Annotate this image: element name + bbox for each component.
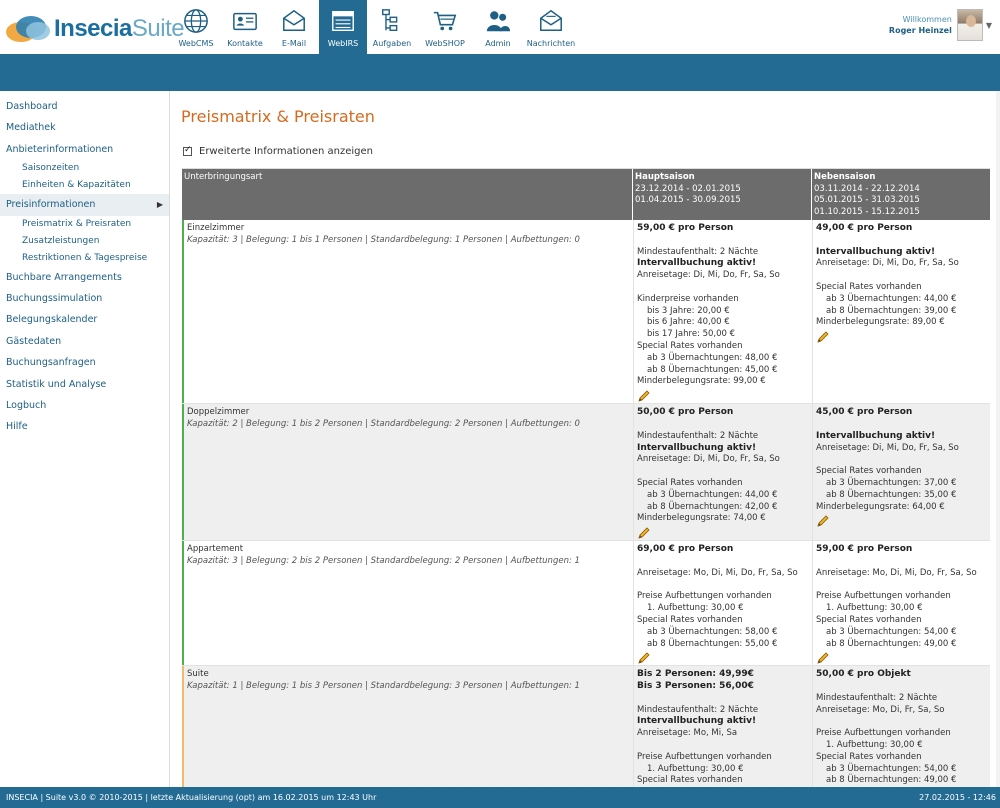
price-detail: ab 3 Übernachtungen: 44,00 € [647, 489, 778, 500]
nebensaison-cell [812, 404, 990, 540]
price-detail: Special Rates vorhanden [637, 775, 743, 786]
hauptsaison-cell [633, 666, 812, 787]
hauptsaison-cell [633, 404, 812, 540]
price-detail: Special Rates vorhanden [637, 477, 743, 488]
nebensaison-cell [812, 541, 990, 665]
nav-label: Nachrichten [526, 39, 576, 48]
logo[interactable] [6, 12, 184, 46]
spacer [816, 556, 987, 568]
spacer [637, 556, 809, 568]
main-nav [172, 0, 580, 54]
hauptsaison-cell [633, 541, 812, 665]
price-detail: ab 8 Übernachtungen: 35,00 € [826, 489, 957, 500]
nav-label: E-Mail [281, 39, 307, 48]
spacer [637, 235, 809, 247]
price-detail: Intervallbuchung aktiv! [816, 246, 936, 257]
price-detail: Mindestaufenthalt: 2 Nächte [816, 692, 938, 703]
spacer [816, 580, 987, 592]
price-detail: ab 3 Übernachtungen: 54,00 € [826, 626, 957, 637]
price-detail: ab 8 Übernachtungen: 49,00 € [826, 638, 957, 649]
pencil-icon[interactable] [637, 389, 651, 403]
price-detail: 1. Aufbettung: 30,00 € [826, 740, 923, 751]
price-detail: Preise Aufbettungen vorhanden [637, 591, 772, 602]
table-body [182, 220, 990, 787]
price-detail: Mindestaufenthalt: 2 Nächte [637, 704, 759, 715]
price-detail: ab 8 Übernachtungen: 45,00 € [647, 364, 778, 375]
sidebar-subitem-saisonzeiten[interactable]: Saisonzeiten [22, 163, 80, 174]
price-detail: ab 3 Übernachtungen: 44,00 € [826, 293, 957, 304]
spacer [637, 740, 809, 752]
price-detail: Anreisetage: Di, Mi, Do, Fr, Sa, So [637, 270, 780, 281]
avatar [957, 9, 983, 41]
table-row [182, 541, 990, 666]
hauptsaison-cell [633, 220, 812, 403]
nebensaison-cell [812, 666, 990, 787]
logo-mark-icon [6, 14, 52, 44]
sidebar-item-gaestedaten[interactable]: Gästedaten [6, 335, 62, 347]
pencil-icon[interactable] [637, 651, 651, 665]
extended-info-label: Erweiterte Informationen anzeigen [199, 146, 374, 157]
nav-webcms[interactable] [172, 0, 220, 54]
season-name: Nebensaison [814, 172, 876, 182]
price-detail: Intervallbuchung aktiv! [637, 442, 757, 453]
room-name[interactable]: Einzelzimmer [187, 223, 245, 233]
extended-info-toggle[interactable] [183, 146, 373, 157]
envelope-icon [280, 8, 308, 34]
nav-label: Kontakte [227, 39, 263, 48]
price-detail: Minderbelegungsrate: 89,00 € [816, 317, 945, 328]
spacer [637, 580, 809, 592]
season-date: 01.10.2015 - 15.12.2015 [814, 206, 920, 217]
sidebar-item-buchungssimulation[interactable]: Buchungssimulation [6, 292, 103, 304]
price-detail: Anreisetage: Mo, Di, Mi, Do, Fr, Sa, So [816, 567, 977, 578]
column-header-hauptsaison [633, 169, 812, 220]
price-detail: Anreisetage: Mo, Di, Fr, Sa, So [816, 704, 945, 715]
price-detail: 1. Aufbettung: 30,00 € [647, 763, 744, 774]
sidebar-subitem-preismatrix[interactable]: Preismatrix & Preisraten [22, 218, 132, 229]
price-value: Bis 2 Personen: 49,99€ [637, 669, 754, 680]
price-detail: ab 3 Übernachtungen: 48,00 € [647, 352, 778, 363]
price-detail: Special Rates vorhanden [816, 281, 922, 292]
nav-admin[interactable] [474, 0, 522, 54]
price-detail: Minderbelegungsrate: 99,00 € [637, 376, 766, 387]
price-detail: ab 3 Übernachtungen: 37,00 € [826, 477, 957, 488]
sidebar-subitem-einheiten[interactable]: Einheiten & Kapazitäten [22, 180, 131, 191]
scrollbar[interactable] [996, 91, 1000, 787]
room-type-cell [182, 541, 633, 665]
price-detail: Preise Aufbettungen vorhanden [637, 751, 772, 762]
price-detail: Special Rates vorhanden [816, 751, 922, 762]
price-matrix-table [182, 168, 990, 787]
season-date: 05.01.2015 - 31.03.2015 [814, 195, 920, 205]
pencil-icon[interactable] [816, 330, 830, 344]
sidebar-item-dashboard[interactable]: Dashboard [6, 101, 58, 112]
sidebar-item-logbuch[interactable]: Logbuch [6, 399, 47, 411]
price-detail: bis 6 Jahre: 40,00 € [647, 317, 730, 328]
sidebar-item-belegungskalender[interactable]: Belegungskalender [6, 314, 98, 326]
room-type-cell [182, 404, 633, 540]
price-detail: Mindestaufenthalt: 2 Nächte [637, 246, 759, 257]
sidebar-item-anbieterinformationen[interactable]: Anbieterinformationen [6, 143, 114, 155]
sidebar-item-hilfe[interactable]: Hilfe [6, 421, 28, 433]
price-detail: Intervallbuchung aktiv! [637, 716, 757, 727]
chevron-down-icon[interactable]: ▼ [985, 20, 992, 30]
column-header-unterbringungsart: Unterbringungsart [182, 169, 633, 220]
price-detail: Anreisetage: Mo, Di, Mi, Do, Fr, Sa, So [637, 567, 798, 578]
season-date: 03.11.2014 - 22.12.2014 [814, 183, 920, 194]
extended-info-checkbox[interactable] [183, 147, 192, 156]
table-row [182, 404, 990, 541]
room-type-cell [182, 220, 633, 403]
footer [0, 787, 1000, 808]
spacer [816, 419, 987, 431]
nebensaison-cell [812, 220, 990, 403]
room-description: Kapazität: 3 | Belegung: 1 bis 1 Personen | Standardbelegung: 1 Personen | Aufbettungen: 0 [187, 234, 580, 245]
price-value: 59,00 € pro Person [637, 223, 734, 233]
price-detail: Mindestaufenthalt: 2 Nächte [637, 430, 759, 441]
price-detail: Preise Aufbettungen vorhanden [816, 728, 951, 739]
price-detail: Special Rates vorhanden [816, 614, 922, 625]
price-value: 59,00 € pro Person [816, 544, 913, 555]
sidebar-item-statistik[interactable]: Statistik und Analyse [6, 378, 107, 390]
sidebar-item-preisinformationen[interactable] [0, 194, 169, 215]
sidebar-item-mediathek[interactable]: Mediathek [6, 122, 56, 134]
price-detail: bis 3 Jahre: 20,00 € [647, 305, 730, 316]
price-value: Bis 3 Personen: 56,00€ [637, 681, 754, 692]
price-detail: 1. Aufbettung: 30,00 € [647, 603, 744, 614]
spacer [637, 282, 809, 294]
price-value: 69,00 € pro Person [637, 544, 734, 555]
price-detail: bis 17 Jahre: 50,00 € [647, 329, 736, 340]
nav-label: WebSHOP [425, 39, 465, 48]
price-detail: ab 8 Übernachtungen: 39,00 € [826, 305, 957, 316]
nav-label: Admin [485, 39, 511, 48]
sidebar-item-buchungsanfragen[interactable]: Buchungsanfragen [6, 357, 96, 369]
room-description: Kapazität: 1 | Belegung: 1 bis 3 Personen | Standardbelegung: 3 Personen | Aufbettungen: 1 [187, 681, 580, 692]
price-detail: Kinderpreise vorhanden [637, 293, 739, 304]
sidebar [0, 91, 170, 787]
price-value: 49,00 € pro Person [816, 223, 913, 233]
nav-label: Aufgaben [372, 39, 412, 48]
column-header-nebensaison [812, 169, 990, 220]
spacer [637, 466, 809, 478]
globe-icon [182, 8, 210, 34]
page-title: Preismatrix & Preisraten [181, 107, 375, 126]
footer-info: INSECIA | Suite v3.0 © 2010-2015 | letzte Aktualisierung (opt) am 16.02.2015 um 12:43 Uhr [6, 793, 377, 802]
price-detail: ab 8 Übernachtungen: 42,00 € [647, 501, 778, 512]
spacer [816, 235, 987, 247]
price-detail: Special Rates vorhanden [637, 340, 743, 351]
price-detail: Intervallbuchung aktiv! [816, 430, 936, 441]
rooms-available-icon [329, 8, 357, 34]
users-icon [484, 8, 512, 34]
tasks-icon [378, 8, 406, 34]
nav-webirs[interactable] [319, 0, 367, 54]
room-name[interactable]: Appartement [187, 544, 244, 555]
table-header [182, 169, 990, 220]
main-content [171, 91, 1000, 787]
pencil-icon[interactable] [637, 526, 651, 540]
sidebar-subitem-restriktionen[interactable]: Restriktionen & Tagespreise [22, 252, 148, 263]
messages-icon [537, 8, 565, 34]
top-header [0, 0, 1000, 54]
table-row [182, 666, 990, 787]
price-detail: ab 3 Übernachtungen: 58,00 € [647, 626, 778, 637]
price-detail: ab 8 Übernachtungen: 55,00 € [647, 638, 778, 649]
price-detail: Anreisetage: Mo, Mi, Sa [637, 728, 738, 739]
price-detail: Preise Aufbettungen vorhanden [816, 591, 951, 602]
sidebar-subitem-zusatzleistungen[interactable]: Zusatzleistungen [22, 235, 100, 246]
spacer [637, 419, 809, 431]
price-value: 50,00 € pro Objekt [816, 669, 911, 680]
room-description: Kapazität: 2 | Belegung: 1 bis 2 Personen | Standardbelegung: 2 Personen | Aufbettungen: 0 [187, 418, 580, 429]
cart-icon [431, 8, 459, 34]
nav-kontakte[interactable] [221, 0, 269, 54]
price-detail: Intervallbuchung aktiv! [637, 258, 757, 269]
price-detail: ab 3 Übernachtungen: 54,00 € [826, 763, 957, 774]
room-name[interactable]: Suite [187, 669, 209, 680]
nav-email[interactable] [270, 0, 318, 54]
header-band [0, 54, 1000, 91]
logo-text: InseciaSuite [54, 15, 185, 42]
price-detail: Minderbelegungsrate: 74,00 € [637, 513, 766, 524]
price-detail: Anreisetage: Di, Mi, Do, Fr, Sa, So [816, 258, 959, 269]
nav-webshop[interactable] [417, 0, 473, 54]
price-detail: Special Rates vorhanden [637, 614, 743, 625]
nav-label: WebCMS [178, 39, 214, 48]
spacer [816, 681, 987, 693]
spacer [637, 693, 809, 705]
chevron-right-icon: ▶ [156, 200, 163, 210]
price-detail: ab 8 Übernachtungen: 49,00 € [826, 775, 957, 786]
season-date: 23.12.2014 - 02.01.2015 [635, 183, 741, 194]
user-text [889, 14, 952, 36]
price-detail: 1. Aufbettung: 30,00 € [826, 603, 923, 614]
pencil-icon[interactable] [816, 514, 830, 528]
season-date: 01.04.2015 - 30.09.2015 [635, 195, 741, 205]
contact-card-icon [231, 8, 259, 34]
nav-label: WebIRS [327, 39, 359, 48]
spacer [816, 716, 987, 728]
sidebar-item-label: Preisinformationen [6, 199, 96, 211]
room-type-cell [182, 666, 633, 787]
season-name: Hauptsaison [635, 172, 695, 182]
room-name[interactable]: Doppelzimmer [187, 407, 250, 418]
price-value: 50,00 € pro Person [637, 407, 734, 418]
room-description: Kapazität: 3 | Belegung: 2 bis 2 Personen | Standardbelegung: 2 Personen | Aufbettungen: 1 [187, 555, 580, 566]
price-detail: Anreisetage: Di, Mi, Do, Fr, Sa, So [637, 454, 780, 465]
price-detail: Minderbelegungsrate: 64,00 € [816, 501, 945, 512]
sidebar-item-arrangements[interactable]: Buchbare Arrangements [6, 271, 122, 283]
spacer [816, 454, 987, 466]
spacer [816, 270, 987, 282]
table-row [182, 220, 990, 404]
nav-nachrichten[interactable] [523, 0, 579, 54]
price-value: 45,00 € pro Person [816, 407, 913, 418]
price-detail: Special Rates vorhanden [816, 466, 922, 477]
pencil-icon[interactable] [816, 651, 830, 665]
user-name: Roger Heinzel [888, 26, 952, 35]
user-menu[interactable] [889, 9, 992, 41]
footer-datetime: 27.02.2015 - 12:46 [919, 793, 996, 802]
nav-aufgaben[interactable] [368, 0, 416, 54]
welcome-text: Willkommen [902, 15, 952, 24]
price-detail: Anreisetage: Di, Mi, Do, Fr, Sa, So [816, 442, 959, 453]
